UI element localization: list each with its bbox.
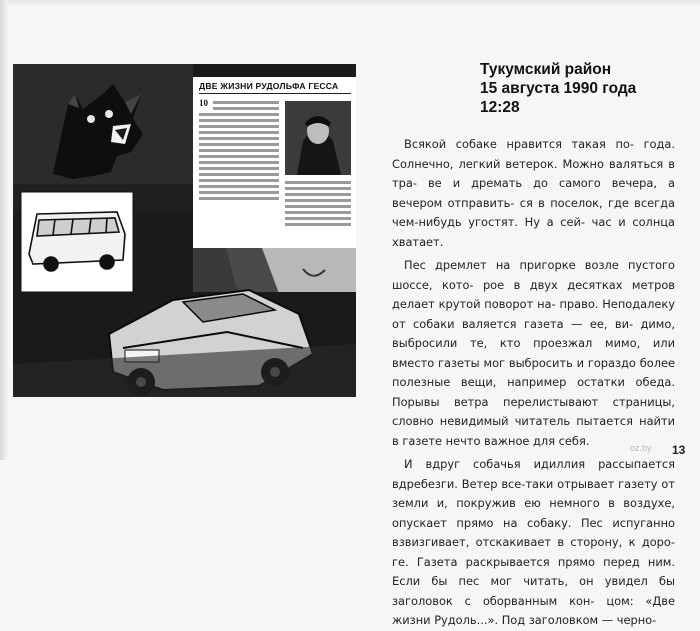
text-line: ге. Газета раскрывается прямо перед ним. Если бы пес — [392, 554, 675, 588]
text-line: ею немного в воздухе, опускает прямо на собаку. — [392, 496, 675, 530]
newspaper-photo — [285, 101, 351, 175]
text-page — [392, 60, 675, 631]
newspaper-text-column — [199, 98, 279, 241]
text-line: Пес испуганно взвизгивает, отскакивает в сторону, к доро- — [392, 515, 675, 549]
heading-date: 15 августа 1990 года — [480, 80, 637, 97]
page-top-shade — [0, 0, 700, 6]
watermark: oz.by — [630, 443, 652, 453]
newspaper-clipping — [193, 77, 356, 248]
page-gutter — [0, 0, 8, 460]
text-line: час и солнца хватает. — [392, 215, 676, 249]
text-line: года. Солнечно, легкий ветерок. Можно валяться в тра- — [392, 137, 675, 190]
text-line: димо, выбросили те, кто проезжал мимо, или вместо — [392, 316, 675, 370]
text-line: И вдруг собачья идиллия рассыпается вдребезги. — [392, 457, 675, 491]
text-line: например остатки обеда. Порывы ветра перелистывают — [392, 375, 676, 409]
text-line: ве и дремать до самого вечера, а вечером отправить- — [392, 176, 675, 210]
newspaper-drop-number: 10 — [199, 98, 208, 108]
text-line: право. Неподалеку от собаки валяется газета — ее, ви- — [392, 297, 675, 331]
paragraph — [392, 135, 675, 252]
paragraph — [392, 455, 675, 631]
chapter-heading — [480, 60, 675, 117]
text-line: ся в поселок, где всегда чем-нибудь угостят. Ну а сей- — [392, 195, 675, 229]
heading-time: 12:28 — [480, 99, 520, 116]
bus-image — [29, 212, 125, 271]
text-line: газеты мог выбросить и гораздо более полезные вещи, — [392, 355, 676, 389]
text-line: мог читать, он увидел бы заголовок с оборванным кон- — [392, 574, 675, 608]
text-line: Ветер все-таки отрывает газету от земли и, покружив — [392, 476, 675, 510]
newspaper-text-column-2 — [285, 181, 351, 229]
text-line: Пес дремлет на пригорке возле пустого шоссе, кото- — [392, 258, 675, 292]
paragraph — [392, 256, 675, 451]
newspaper-headline: ДВЕ ЖИЗНИ РУДОЛЬФА ГЕССА — [199, 81, 351, 94]
text-line: рое в двух десятках метров делает крутой поворот на- — [392, 277, 675, 311]
text-line: найти в газете нечто важное для себя. — [392, 414, 675, 448]
text-line: Всякой собаке нравится такая по- — [404, 137, 634, 151]
text-line: цом: «Две жизни Рудоль...». Под заголовком — черно- — [392, 593, 675, 627]
page-number: 13 — [672, 443, 686, 457]
text-line: страницы, словно невидимый читатель пытается — [392, 394, 675, 428]
heading-place: Тукумский район — [480, 61, 612, 78]
story-text — [392, 135, 675, 631]
comic-illustration — [13, 64, 356, 397]
